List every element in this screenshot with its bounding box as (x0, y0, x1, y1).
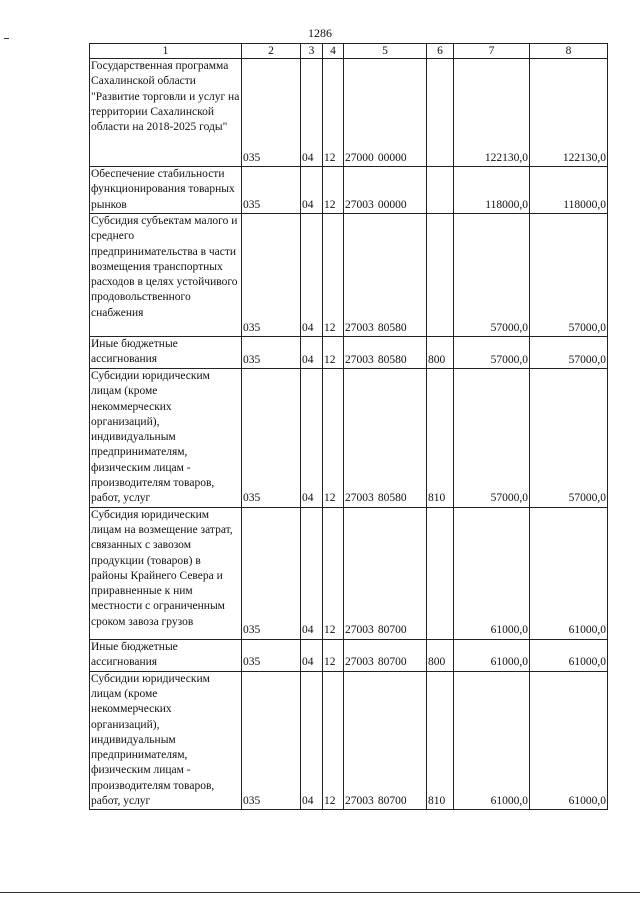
section-code: 04 (301, 59, 323, 167)
row-name: Иные бюджетные ассигнования (90, 337, 242, 369)
expense-type (427, 214, 454, 337)
target-code-program: 27003 (345, 624, 374, 637)
col-header: 6 (427, 44, 454, 59)
subsection-code: 12 (323, 507, 344, 639)
expense-type: 810 (427, 369, 454, 508)
budget-table (89, 43, 608, 810)
target-code (344, 214, 427, 337)
expense-type (427, 167, 454, 214)
ved-code: 035 (242, 59, 301, 167)
expense-type (427, 59, 454, 167)
row-name: Обеспечение стабильности функционирования товарных рынков (90, 167, 242, 214)
amount-col8: 118000,0 (530, 167, 608, 214)
subsection-code: 12 (323, 167, 344, 214)
amount-col7: 118000,0 (454, 167, 530, 214)
section-code: 04 (301, 639, 323, 671)
target-code-program: 27003 (345, 353, 374, 366)
target-code-program: 27003 (345, 321, 374, 334)
ved-code: 035 (242, 167, 301, 214)
target-code-program: 27000 (345, 151, 374, 164)
page-bottom-rule (0, 892, 640, 893)
amount-col7: 122130,0 (454, 59, 530, 167)
target-code-direction: 80580 (377, 492, 407, 505)
section-code: 04 (301, 369, 323, 508)
amount-col8: 122130,0 (530, 59, 608, 167)
amount-col7: 57000,0 (454, 369, 530, 508)
col-header: 8 (530, 44, 608, 59)
target-code-direction: 80700 (377, 624, 407, 637)
target-code (344, 507, 427, 639)
amount-col8: 61000,0 (530, 507, 608, 639)
page-number: 1286 (308, 26, 332, 40)
col-header: 4 (323, 44, 344, 59)
ved-code: 035 (242, 639, 301, 671)
ved-code: 035 (242, 337, 301, 369)
col-header: 5 (344, 44, 427, 59)
subsection-code: 12 (323, 337, 344, 369)
section-code: 04 (301, 214, 323, 337)
subsection-code: 12 (323, 214, 344, 337)
col-header: 1 (90, 44, 242, 59)
table-row (90, 671, 608, 810)
section-code: 04 (301, 167, 323, 214)
table-row (90, 59, 608, 167)
section-code: 04 (301, 671, 323, 810)
amount-col7: 61000,0 (454, 639, 530, 671)
subsection-code: 12 (323, 639, 344, 671)
amount-col8: 61000,0 (530, 639, 608, 671)
amount-col8: 57000,0 (530, 369, 608, 508)
amount-col7: 61000,0 (454, 507, 530, 639)
table-row (90, 639, 608, 671)
table-row (90, 369, 608, 508)
target-code (344, 671, 427, 810)
ved-code: 035 (242, 369, 301, 508)
table-row (90, 507, 608, 639)
amount-col7: 57000,0 (454, 337, 530, 369)
expense-type (427, 507, 454, 639)
section-code: 04 (301, 337, 323, 369)
row-name: Субсидии юридическим лицам (кроме некоммерческих организаций), индивидуальным предпринимателям, физическим лицам - производителям товаров, работ, услуг (90, 671, 242, 810)
target-code-direction: 00000 (377, 151, 407, 164)
target-code (344, 337, 427, 369)
amount-col7: 57000,0 (454, 214, 530, 337)
row-name: Государственная программа Сахалинской области "Развитие торговли и услуг на территории Сахалинской области на 2018-2025 годы" (90, 59, 242, 167)
table-row (90, 337, 608, 369)
amount-col8: 57000,0 (530, 337, 608, 369)
amount-col8: 61000,0 (530, 671, 608, 810)
col-header: 7 (454, 44, 530, 59)
subsection-code: 12 (323, 369, 344, 508)
target-code-direction: 80700 (377, 795, 407, 808)
target-code-direction: 80700 (377, 656, 407, 669)
row-name: Субсидия субъектам малого и среднего предпринимательства в части возмещения транспортных расходов в целях устойчивого продовольственного снабжения (90, 214, 242, 337)
expense-type: 800 (427, 639, 454, 671)
target-code (344, 369, 427, 508)
table-row (90, 214, 608, 337)
target-code (344, 167, 427, 214)
header-row (90, 44, 608, 59)
amount-col8: 57000,0 (530, 214, 608, 337)
target-code-direction: 00000 (377, 198, 407, 211)
subsection-code: 12 (323, 671, 344, 810)
col-header: 3 (301, 44, 323, 59)
row-name: Субсидия юридическим лицам на возмещение затрат, связанных с завозом продукции (товаров) в районы Крайнего Севера и приравненные к ним местности с ограниченным сроком завоза грузов (90, 507, 242, 639)
row-name: Иные бюджетные ассигнования (90, 639, 242, 671)
amount-col7: 61000,0 (454, 671, 530, 810)
ved-code: 035 (242, 671, 301, 810)
target-code (344, 59, 427, 167)
expense-type: 800 (427, 337, 454, 369)
target-code-direction: 80580 (377, 321, 407, 334)
expense-type: 810 (427, 671, 454, 810)
target-code-direction: 80580 (377, 353, 407, 366)
row-name: Субсидии юридическим лицам (кроме некоммерческих организаций), индивидуальным предпринимателям, физическим лицам - производителям товаров, работ, услуг (90, 369, 242, 508)
table-row (90, 167, 608, 214)
section-code: 04 (301, 507, 323, 639)
target-code-program: 27003 (345, 198, 374, 211)
target-code-program: 27003 (345, 795, 374, 808)
ved-code: 035 (242, 214, 301, 337)
target-code (344, 639, 427, 671)
target-code-program: 27003 (345, 492, 374, 505)
col-header: 2 (242, 44, 301, 59)
ved-code: 035 (242, 507, 301, 639)
subsection-code: 12 (323, 59, 344, 167)
target-code-program: 27003 (345, 656, 374, 669)
